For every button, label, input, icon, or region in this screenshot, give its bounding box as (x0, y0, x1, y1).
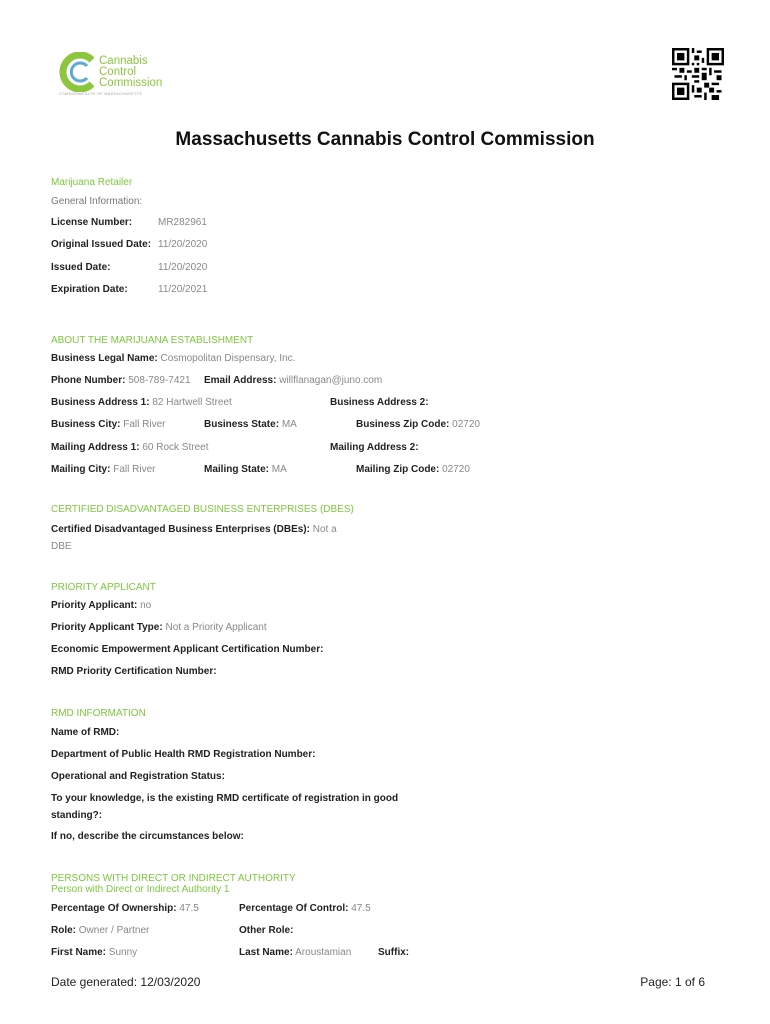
logo-tagline: COMMONWEALTH OF MASSACHUSETTS (59, 92, 143, 96)
business-address-1-row (51, 397, 232, 408)
logo-line-3: Commission (99, 77, 163, 89)
last-name-value: Aroustamian (295, 947, 352, 958)
priority-type-value: Not a Priority Applicant (165, 622, 267, 633)
business-address-2-label: Business Address 2: (330, 397, 429, 408)
business-state-label: Business State: (204, 419, 280, 430)
expiration-date-label: Expiration Date: (51, 284, 128, 295)
mailing-address-1-value: 60 Rock Street (142, 442, 209, 453)
ccc-logo-mark (54, 52, 102, 92)
expiration-date-row (51, 284, 128, 295)
page-number: Page: 1 of 6 (640, 975, 705, 989)
priority-applicant-label: Priority Applicant: (51, 600, 138, 611)
suffix-label: Suffix: (378, 947, 410, 958)
mailing-state-label: Mailing State: (204, 464, 270, 475)
priority-heading: PRIORITY APPLICANT (51, 582, 156, 593)
standing-label-line-1: To your knowledge, is the existing RMD certificate of registration in good (51, 793, 399, 804)
page-title: Massachusetts Cannabis Control Commission (175, 129, 595, 150)
rmd-name-label: Name of RMD: (51, 727, 120, 738)
mailing-zip-value: 02720 (442, 464, 470, 475)
circumstances-label: If no, describe the circumstances below: (51, 831, 244, 842)
phone-row (51, 375, 191, 386)
email-row (204, 375, 382, 386)
dbe-row (51, 524, 337, 535)
dph-label: Department of Public Health RMD Registration Number: (51, 749, 316, 760)
control-row (239, 903, 371, 914)
dbe-value-line-1: Not a (312, 524, 337, 535)
issued-date-value: 11/20/2020 (158, 262, 208, 273)
legal-name-label: Business Legal Name: (51, 353, 158, 364)
mailing-state-value: MA (271, 464, 287, 475)
business-zip-value: 02720 (452, 419, 480, 430)
business-state-value: MA (281, 419, 297, 430)
circumstances-row (51, 831, 244, 842)
priority-applicant-value: no (140, 600, 152, 611)
role-value: Owner / Partner (78, 925, 150, 936)
general-info-heading: General Information: (51, 196, 143, 207)
other-role-row (239, 925, 293, 936)
qr-code-icon (672, 48, 724, 100)
ownership-row (51, 903, 199, 914)
ownership-label: Percentage Of Ownership: (51, 903, 177, 914)
dbe-value-line-2: DBE (51, 541, 72, 552)
mailing-city-value: Fall River (113, 464, 156, 475)
legal-name-value: Cosmopolitan Dispensary, Inc. (160, 353, 296, 364)
eea-label: Economic Empowerment Applicant Certification Number: (51, 644, 324, 655)
issued-date-label: Issued Date: (51, 262, 111, 273)
status-row (51, 771, 225, 782)
persons-heading: PERSONS WITH DIRECT OR INDIRECT AUTHORITY (51, 873, 296, 884)
mailing-state-row (204, 464, 287, 475)
legal-name-row (51, 353, 295, 364)
original-issued-value: 11/20/2020 (158, 239, 208, 250)
original-issued-label: Original Issued Date: (51, 239, 152, 250)
role-row (51, 925, 149, 936)
last-name-label: Last Name: (239, 947, 293, 958)
date-generated: Date generated: 12/03/2020 (51, 975, 201, 989)
establishment-heading: ABOUT THE MARIJUANA ESTABLISHMENT (51, 335, 254, 346)
ownership-value: 47.5 (179, 903, 199, 914)
email-value: willflanagan@juno.com (279, 375, 383, 386)
control-value: 47.5 (351, 903, 371, 914)
dbe-label: Certified Disadvantaged Business Enterprises (DBEs): (51, 524, 310, 535)
business-address-1-label: Business Address 1: (51, 397, 150, 408)
mailing-city-label: Mailing City: (51, 464, 111, 475)
first-name-value: Sunny (108, 947, 138, 958)
mailing-address-1-label: Mailing Address 1: (51, 442, 140, 453)
mailing-address-1-row (51, 442, 208, 453)
logo-line-2: Control (99, 66, 137, 78)
business-address-2-row (330, 397, 429, 408)
rmd-priority-row (51, 666, 217, 677)
suffix-row (378, 947, 409, 958)
business-zip-row (356, 419, 480, 430)
last-name-row (239, 947, 351, 958)
first-name-label: First Name: (51, 947, 107, 958)
business-city-label: Business City: (51, 419, 121, 430)
mailing-address-2-row (330, 442, 419, 453)
business-address-1-value: 82 Hartwell Street (152, 397, 232, 408)
business-zip-label: Business Zip Code: (356, 419, 450, 430)
issued-date-row (51, 262, 110, 273)
first-name-row (51, 947, 137, 958)
license-number-value: MR282961 (158, 217, 207, 228)
license-number-label: License Number: (51, 217, 133, 228)
logo-line-1: Cannabis (99, 55, 148, 67)
priority-type-label: Priority Applicant Type: (51, 622, 163, 633)
standing-row (51, 793, 398, 804)
standing-label-line-2: standing?: (51, 810, 103, 821)
status-label: Operational and Registration Status: (51, 771, 225, 782)
dph-row (51, 749, 315, 760)
mailing-city-row (51, 464, 155, 475)
eea-row (51, 644, 323, 655)
dbe-heading: CERTIFIED DISADVANTAGED BUSINESS ENTERPRISES (DBES) (51, 504, 354, 515)
priority-applicant-row (51, 600, 151, 611)
phone-label: Phone Number: (51, 375, 126, 386)
license-type: Marijuana Retailer (51, 177, 133, 188)
mailing-address-2-label: Mailing Address 2: (330, 442, 419, 453)
other-role-label: Other Role: (239, 925, 294, 936)
business-city-row (51, 419, 165, 430)
business-state-row (204, 419, 297, 430)
mailing-zip-label: Mailing Zip Code: (356, 464, 440, 475)
email-label: Email Address: (204, 375, 277, 386)
priority-type-row (51, 622, 267, 633)
rmd-priority-label: RMD Priority Certification Number: (51, 666, 217, 677)
expiration-date-value: 11/20/2021 (158, 284, 208, 295)
rmd-name-row (51, 727, 119, 738)
phone-value: 508-789-7421 (128, 375, 191, 386)
original-issued-row (51, 239, 151, 250)
persons-subheading: Person with Direct or Indirect Authority 1 (51, 884, 230, 895)
mailing-zip-row (356, 464, 470, 475)
ccc-logo (54, 50, 184, 102)
control-label: Percentage Of Control: (239, 903, 349, 914)
license-number-row (51, 217, 132, 228)
rmd-heading: RMD INFORMATION (51, 708, 146, 719)
role-label: Role: (51, 925, 76, 936)
business-city-value: Fall River (123, 419, 166, 430)
